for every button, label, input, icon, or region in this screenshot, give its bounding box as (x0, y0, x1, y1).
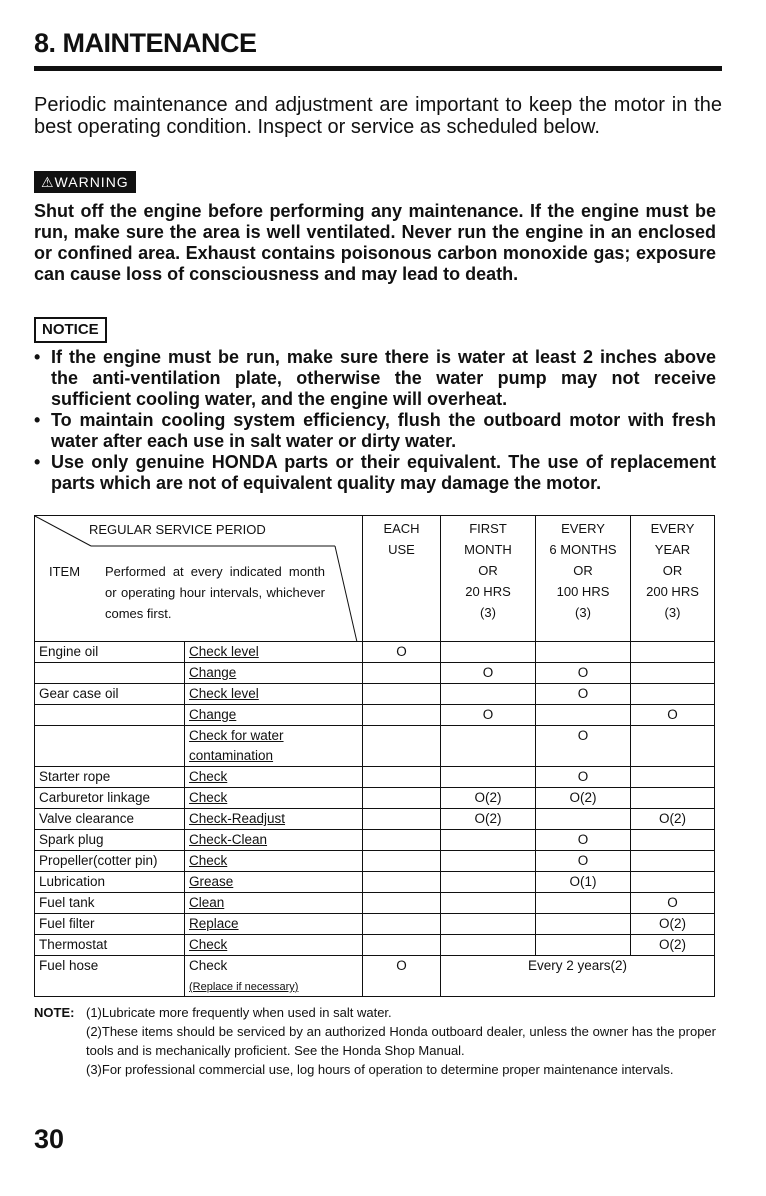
row-mark (441, 767, 536, 788)
row-mark (363, 788, 441, 809)
header-performed-text: Performed at every indicated month or operating hour intervals, whichever comes first. (105, 564, 325, 621)
row-action: Grease (185, 872, 363, 893)
row-mark-each-use: O (363, 956, 441, 997)
header-first-month: FIRST MONTH OR 20 HRS (3) (441, 516, 536, 642)
row-item: Fuel tank (35, 893, 185, 914)
row-item: Spark plug (35, 830, 185, 851)
table-row (35, 935, 715, 956)
row-mark (631, 830, 715, 851)
notice-badge: NOTICE (34, 317, 107, 343)
table-body (35, 642, 715, 956)
header-each-use: EACH USE (363, 516, 441, 642)
row-item: Fuel hose (35, 956, 185, 997)
note-item: (3)For professional commercial use, log hours of operation to determine proper maintenance intervals. (86, 1062, 674, 1077)
row-mark: O (536, 684, 631, 705)
row-mark (631, 684, 715, 705)
table-row (35, 726, 715, 767)
intro-paragraph: Periodic maintenance and adjustment are important to keep the motor in the best operating condition. Inspect or service as scheduled below. (34, 94, 722, 138)
table-row (35, 684, 715, 705)
notes-section (34, 1003, 716, 1079)
row-mark (631, 726, 715, 767)
row-item: Propeller(cotter pin) (35, 851, 185, 872)
row-action: Check-Clean (185, 830, 363, 851)
row-mark (441, 642, 536, 663)
row-item (35, 663, 185, 684)
table-row-fuel-hose (35, 956, 715, 997)
row-action: Check (Replace if necessary) (185, 956, 363, 997)
warning-badge: ⚠WARNING (34, 171, 136, 193)
row-item: Engine oil (35, 642, 185, 663)
row-mark (363, 726, 441, 767)
notice-bullet: • If the engine must be run, make sure there is water at least 2 inches above the anti-ventilation plate, otherwise the water pump may not receive sufficient cooling water, and the engine will overheat. (34, 347, 716, 409)
table-row (35, 705, 715, 726)
table-header-row (35, 516, 715, 642)
row-mark: O (536, 726, 631, 767)
row-mark (363, 893, 441, 914)
row-mark (536, 705, 631, 726)
header-every-6-months: EVERY 6 MONTHS OR 100 HRS (3) (536, 516, 631, 642)
row-mark (536, 914, 631, 935)
row-mark: O(2) (536, 788, 631, 809)
row-mark (363, 684, 441, 705)
notice-list (34, 347, 716, 494)
row-mark (363, 830, 441, 851)
row-mark: O (536, 767, 631, 788)
title-rule (34, 66, 722, 71)
row-mark: O (363, 642, 441, 663)
row-action: Clean (185, 893, 363, 914)
row-mark (441, 851, 536, 872)
row-mark: O(1) (536, 872, 631, 893)
row-mark (441, 726, 536, 767)
row-action: Check (185, 788, 363, 809)
table-row (35, 642, 715, 663)
page-number: 30 (34, 1124, 65, 1154)
row-item (35, 705, 185, 726)
header-item-cell (35, 516, 363, 642)
note-item: (1)Lubricate more frequently when used in salt water. (86, 1005, 392, 1020)
table-row (35, 767, 715, 788)
note-item: (2)These items should be serviced by an authorized Honda outboard dealer, unless the owner has the proper tools and is mechanically proficient. See the Honda Shop Manual. (86, 1024, 716, 1058)
row-mark: O (631, 705, 715, 726)
row-mark (363, 705, 441, 726)
row-item: Carburetor linkage (35, 788, 185, 809)
table-row (35, 788, 715, 809)
row-mark (441, 872, 536, 893)
row-mark (631, 767, 715, 788)
row-mark: O (631, 893, 715, 914)
row-item: Lubrication (35, 872, 185, 893)
row-mark (363, 663, 441, 684)
row-action: Check (185, 851, 363, 872)
row-mark (536, 642, 631, 663)
service-schedule-table (34, 515, 715, 997)
row-mark (441, 684, 536, 705)
row-mark (363, 914, 441, 935)
row-action: Check (185, 767, 363, 788)
row-action: Replace (185, 914, 363, 935)
page-title: 8. MAINTENANCE (34, 28, 257, 58)
row-item: Fuel filter (35, 914, 185, 935)
row-mark (441, 935, 536, 956)
row-mark (363, 935, 441, 956)
row-mark (631, 642, 715, 663)
notice-bullet: • To maintain cooling system efficiency, flush the outboard motor with fresh water after each use in salt water or dirty water. (34, 410, 716, 451)
row-item: Gear case oil (35, 684, 185, 705)
row-mark: O (441, 663, 536, 684)
row-action: Check level (185, 642, 363, 663)
row-mark (363, 809, 441, 830)
row-mark (536, 893, 631, 914)
row-mark (631, 872, 715, 893)
row-mark (536, 809, 631, 830)
row-item: Thermostat (35, 935, 185, 956)
row-mark (631, 788, 715, 809)
row-mark: O (536, 663, 631, 684)
header-item-label: ITEM (49, 564, 81, 579)
row-mark: O(2) (631, 809, 715, 830)
table-row (35, 872, 715, 893)
row-action: Check (185, 935, 363, 956)
header-period-label: REGULAR SERVICE PERIOD (89, 522, 266, 537)
row-action: Check level (185, 684, 363, 705)
row-mark (631, 851, 715, 872)
row-mark (363, 767, 441, 788)
row-mark (363, 872, 441, 893)
row-mark: O(2) (631, 914, 715, 935)
row-item: Valve clearance (35, 809, 185, 830)
table-row (35, 830, 715, 851)
row-action: Change (185, 705, 363, 726)
row-span-text: Every 2 years(2) (441, 956, 715, 997)
row-mark: O (536, 830, 631, 851)
row-action: Change (185, 663, 363, 684)
table-row (35, 914, 715, 935)
row-mark (363, 851, 441, 872)
row-mark: O(2) (631, 935, 715, 956)
row-action: Check for water contamination (185, 726, 363, 767)
row-item: Starter rope (35, 767, 185, 788)
table-row (35, 893, 715, 914)
row-action-note: (Replace if necessary) (189, 981, 299, 993)
warning-text: Shut off the engine before performing any maintenance. If the engine must be run, make sure the area is well ventilated. Never run the engine in an enclosed or confined area. Exhaust contains poisonous carbon monoxide gas; exposure can cause loss of consciousness and may lead to death. (34, 201, 716, 284)
notes-label: NOTE: (34, 1005, 75, 1020)
row-mark (631, 663, 715, 684)
row-mark (441, 893, 536, 914)
row-mark: O(2) (441, 788, 536, 809)
row-action: Check-Readjust (185, 809, 363, 830)
table-row (35, 809, 715, 830)
row-mark: O (441, 705, 536, 726)
row-mark (441, 830, 536, 851)
row-mark: O(2) (441, 809, 536, 830)
table-row (35, 851, 715, 872)
row-mark (441, 914, 536, 935)
header-every-year: EVERY YEAR OR 200 HRS (3) (631, 516, 715, 642)
notice-bullet: • Use only genuine HONDA parts or their equivalent. The use of replacement parts which are not of equivalent quality may damage the motor. (34, 452, 716, 493)
row-item (35, 726, 185, 767)
table-row (35, 663, 715, 684)
row-mark: O (536, 851, 631, 872)
row-mark (536, 935, 631, 956)
